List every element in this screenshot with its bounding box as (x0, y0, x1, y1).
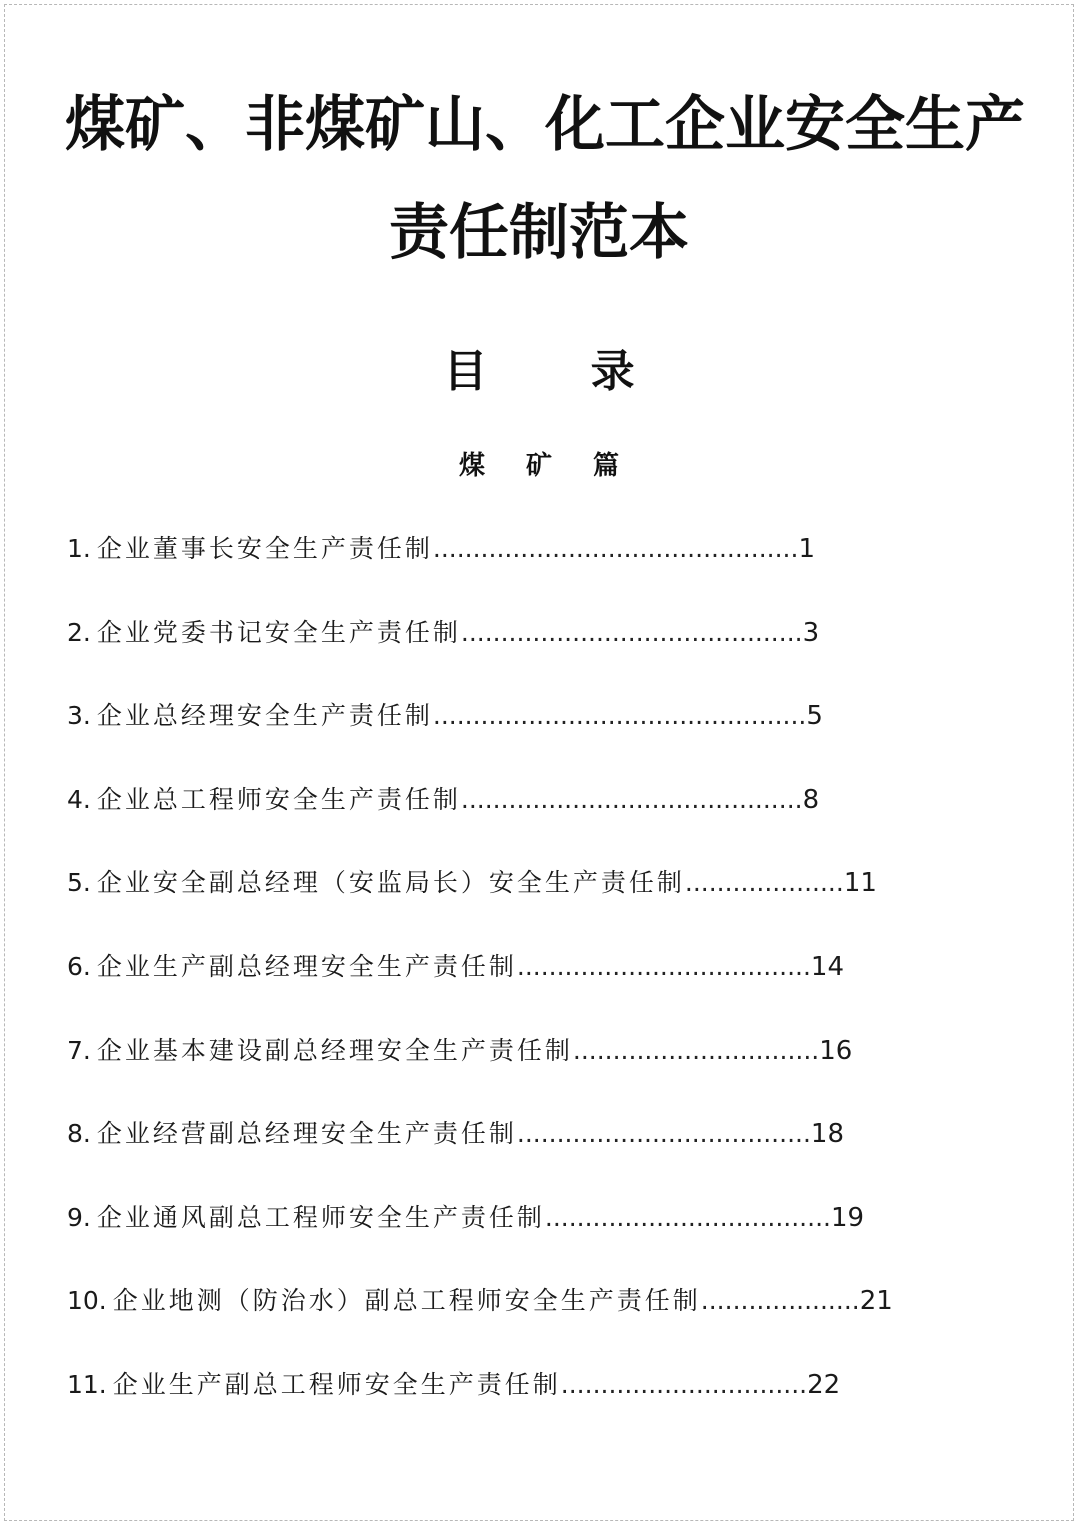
document-title-line-2: 责任制范本 (389, 198, 689, 268)
toc-item-page-number: 19 (830, 1202, 865, 1233)
toc-item-page-number: 18 (810, 1119, 844, 1150)
toc-item-number: 8. (67, 1119, 91, 1149)
toc-item[interactable] (67, 1196, 967, 1280)
toc-item[interactable] (67, 1363, 967, 1447)
toc-item-number: 5. (67, 868, 91, 898)
toc-item-page-number: 8 (802, 784, 820, 815)
toc-heading: 目 录 (443, 346, 679, 397)
toc-item-title: 企业总经理安全生产责任制 (96, 701, 433, 731)
toc-item-number: 2. (67, 617, 91, 647)
toc-item-page-number: 21 (859, 1286, 893, 1317)
toc-item-number: 9. (67, 1202, 91, 1232)
toc-item[interactable] (67, 527, 967, 611)
toc-item-leader-dots: ............................... (560, 1369, 808, 1399)
toc-list (67, 527, 967, 1447)
toc-item-leader-dots: ............................................... (432, 701, 807, 731)
toc-item-page-number: 16 (819, 1035, 853, 1066)
toc-item-number: 6. (67, 951, 91, 981)
section-heading-coal-mine: 煤 矿 篇 (458, 451, 636, 481)
toc-item-leader-dots: ............................... (572, 1035, 820, 1065)
toc-item-title: 企业生产副总经理安全生产责任制 (96, 951, 517, 981)
toc-item[interactable] (67, 1279, 967, 1363)
toc-item-leader-dots: .................................... (544, 1202, 831, 1232)
toc-item-page-number: 5 (806, 701, 823, 732)
toc-item-page-number: 11 (843, 868, 877, 899)
toc-item-number: 4. (67, 784, 91, 814)
toc-item-page-number: 14 (810, 951, 844, 982)
toc-item-title: 企业通风副总工程师安全生产责任制 (96, 1202, 545, 1232)
toc-item-number: 3. (67, 701, 91, 731)
toc-item[interactable] (67, 861, 967, 945)
toc-item[interactable] (67, 945, 967, 1029)
toc-item[interactable] (67, 694, 967, 778)
toc-item-number: 1. (67, 534, 91, 563)
toc-item-leader-dots: .............................................. (432, 534, 799, 563)
toc-item-title: 企业总工程师安全生产责任制 (96, 784, 461, 814)
toc-item[interactable] (67, 611, 967, 695)
document-title-line-1: 煤矿、非煤矿山、化工企业安全生产 (65, 90, 1025, 160)
toc-item-leader-dots: ........................................... (460, 617, 803, 647)
toc-item-leader-dots: .................... (700, 1286, 860, 1316)
toc-item-page-number: 3 (802, 617, 820, 648)
toc-item-number: 11. (67, 1369, 107, 1399)
toc-item-title: 企业党委书记安全生产责任制 (96, 617, 461, 647)
toc-item-page-number: 1 (798, 534, 815, 564)
toc-item-leader-dots: ..................................... (516, 1119, 811, 1149)
toc-item[interactable] (67, 1112, 967, 1196)
toc-item-title: 企业经营副总经理安全生产责任制 (96, 1119, 517, 1149)
toc-item-number: 10. (67, 1286, 107, 1316)
toc-item-leader-dots: ........................................... (460, 784, 803, 814)
document-page (4, 4, 1074, 1521)
toc-item-title: 企业基本建设副总经理安全生产责任制 (96, 1035, 573, 1065)
toc-item-number: 7. (67, 1035, 91, 1065)
toc-item[interactable] (67, 778, 967, 862)
toc-item[interactable] (67, 1029, 967, 1113)
toc-item-leader-dots: .................... (684, 868, 844, 898)
toc-item-title: 企业生产副总工程师安全生产责任制 (112, 1369, 561, 1399)
toc-item-title: 企业董事长安全生产责任制 (96, 534, 433, 563)
toc-item-page-number: 22 (807, 1369, 841, 1400)
toc-item-title: 企业安全副总经理（安监局长）安全生产责任制 (96, 868, 685, 898)
toc-item-title: 企业地测（防治水）副总工程师安全生产责任制 (112, 1286, 701, 1316)
toc-item-leader-dots: ..................................... (516, 951, 811, 981)
